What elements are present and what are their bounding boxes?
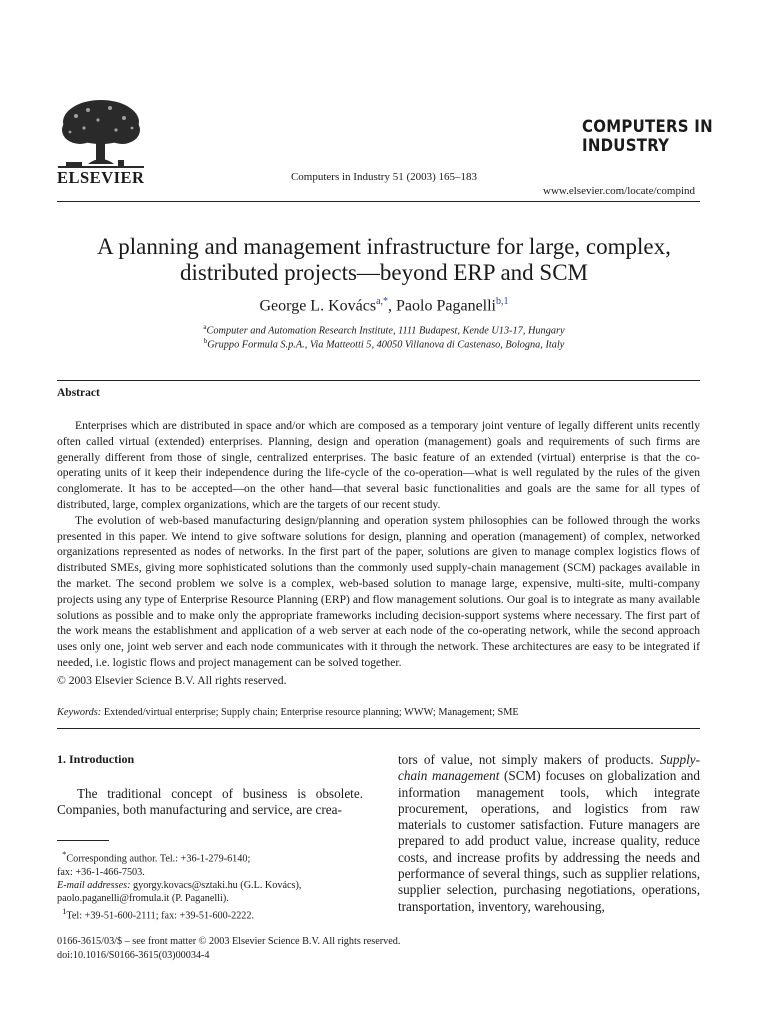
author-2-marks[interactable]: b,1	[496, 296, 509, 307]
footnote-mark-1: 1	[62, 906, 67, 917]
footnotes	[57, 848, 367, 923]
keywords-rule	[57, 728, 700, 729]
email-2[interactable]: paolo.paganelli@fromula.it (P. Paganelli).	[57, 893, 229, 904]
footnote-rule	[57, 840, 109, 841]
author-separator: ,	[388, 297, 397, 315]
right-column-text	[398, 752, 700, 915]
title-line-1: A planning and management infrastructure for large, complex,	[97, 234, 671, 259]
footer-doi[interactable]: doi:10.1016/S0166-3615(03)00034-4	[57, 950, 210, 961]
footnote-mark-star: *	[62, 849, 67, 859]
journal-citation: Computers in Industry 51 (2003) 165–183	[290, 171, 478, 183]
journal-url[interactable]: www.elsevier.com/locate/compind	[543, 185, 696, 197]
abstract-copyright: © 2003 Elsevier Science B.V. All rights reserved.	[57, 674, 287, 687]
footnote-corresponding	[57, 848, 367, 866]
affiliation-a-text: Computer and Automation Research Institute, 1111 Budapest, Kende U13-17, Hungary	[206, 325, 565, 337]
header-rule	[57, 201, 700, 202]
footnote-fax: fax: +36-1-466-7503.	[57, 866, 145, 878]
page-footer	[57, 935, 400, 963]
journal-title	[582, 118, 713, 156]
right-text-pre: tors of value, not simply makers of products.	[398, 752, 660, 767]
email-1[interactable]: gyorgy.kovacs@sztaki.hu (G.L. Kovács),	[133, 879, 302, 891]
abstract-body	[57, 418, 700, 671]
journal-title-line2: INDUSTRY	[582, 136, 670, 156]
abstract-top-rule	[57, 380, 700, 381]
affiliation-a	[0, 323, 768, 336]
footer-issn-line: 0166-3615/03/$ – see front matter © 2003 Elsevier Science B.V. All rights reserved.	[57, 936, 401, 947]
affiliation-a-mark: a	[203, 323, 207, 331]
right-text-post: (SCM) focuses on globalization and information management tools, which integrate procurement, operations, and logistics from raw materials to customer satisfaction. Future managers are prepared to add product value, increase quality, reduce costs, and increase profits by addressing the needs and performance of several things, such as supplier relations, supplier selection, purchasing negotiations, operations, transportation, inventory, warehousing,	[398, 768, 700, 914]
footnote-tel: Corresponding author. Tel.: +36-1-279-6140;	[66, 853, 251, 865]
paper-title	[0, 234, 768, 286]
affiliation-b	[0, 337, 768, 350]
journal-title-line1: COMPUTERS IN	[582, 117, 713, 137]
abstract-paragraph-2: The evolution of web-based manufacturing design/planning and operation system philosophies can be followed through the works presented in this paper. We intend to give software solutions for design, planning and operation (management) of complex, networked organizations represented as nodes of networks. In the first part of the paper, solutions are given to manage complex logistics flows of distributed SMEs, giving more sophisticated solutions than the commonly used supply-chain management (SCM) packages available in the market. The second problem we solve is a complex, web-based solution to manage large, expensive, multi-site, multi-company projects using any type of Enterprise Resource Planning (ERP) and flow management solutions. Our goal is to integrate as many available solutions as possible and to make only the appropriate frameworks including decision-support systems where necessary. The first part of the work means the establishment and application of a web server at each node of the co-operating network, while the second approach uses only one, joint web server and each node communicates with it through the network. These architectures are easy to be integrated if needed, i.e. logistic flows and project management can be solved together.	[57, 513, 700, 669]
author-1: George L. Kovács	[259, 297, 377, 315]
affiliation-b-mark: b	[203, 337, 208, 345]
author-1-marks[interactable]: a,*	[376, 296, 389, 307]
footnote-2	[57, 905, 367, 923]
footnote-2-text: Tel: +39-51-600-2111; fax: +39-51-600-2222.	[66, 910, 255, 922]
keywords-label: Keywords:	[57, 707, 102, 718]
section-heading-introduction: 1. Introduction	[57, 752, 135, 766]
affiliation-b-text: Gruppo Formula S.p.A., Via Matteotti 5, 40050 Villanova di Castenaso, Bologna, Italy	[207, 339, 565, 351]
right-text-term: Supply-chain management	[398, 752, 700, 784]
author-list	[0, 296, 768, 315]
publisher-name: ELSEVIER	[57, 168, 145, 187]
intro-paragraph-left: The traditional concept of business is obsolete. Companies, both manufacturing and service, are crea-	[57, 786, 363, 818]
left-column-text	[57, 786, 363, 819]
keywords-line	[57, 707, 519, 718]
keywords-text: Extended/virtual enterprise; Supply chain; Enterprise resource planning; WWW; Management; SME	[103, 707, 519, 718]
title-line-2: distributed projects—beyond ERP and SCM	[179, 260, 588, 285]
abstract-heading: Abstract	[57, 387, 100, 399]
author-2: Paolo Paganelli	[396, 297, 496, 315]
abstract-paragraph-1: Enterprises which are distributed in space and/or which are composed as a temporary joint venture of legally different units recently often called virtual (extended) enterprises. Planning, design and operation (management) goals and requirements of such firms are generally different from those of single, centralized enterprises. The basic feature of an extended (virtual) enterprise is that the co-operating units of it keep their independence during the life-cycle of the co-operation—what is well regulated by the rules of the given conglomerate. It has to be accepted—on the other hand—that several basic functionalities and goals are the same for all types of distributed, large, complex organizations, which are the targets of our recent study.	[57, 419, 700, 511]
email-label: E-mail addresses:	[57, 879, 131, 891]
footnote-emails	[57, 879, 367, 892]
intro-paragraph-right	[398, 752, 700, 915]
